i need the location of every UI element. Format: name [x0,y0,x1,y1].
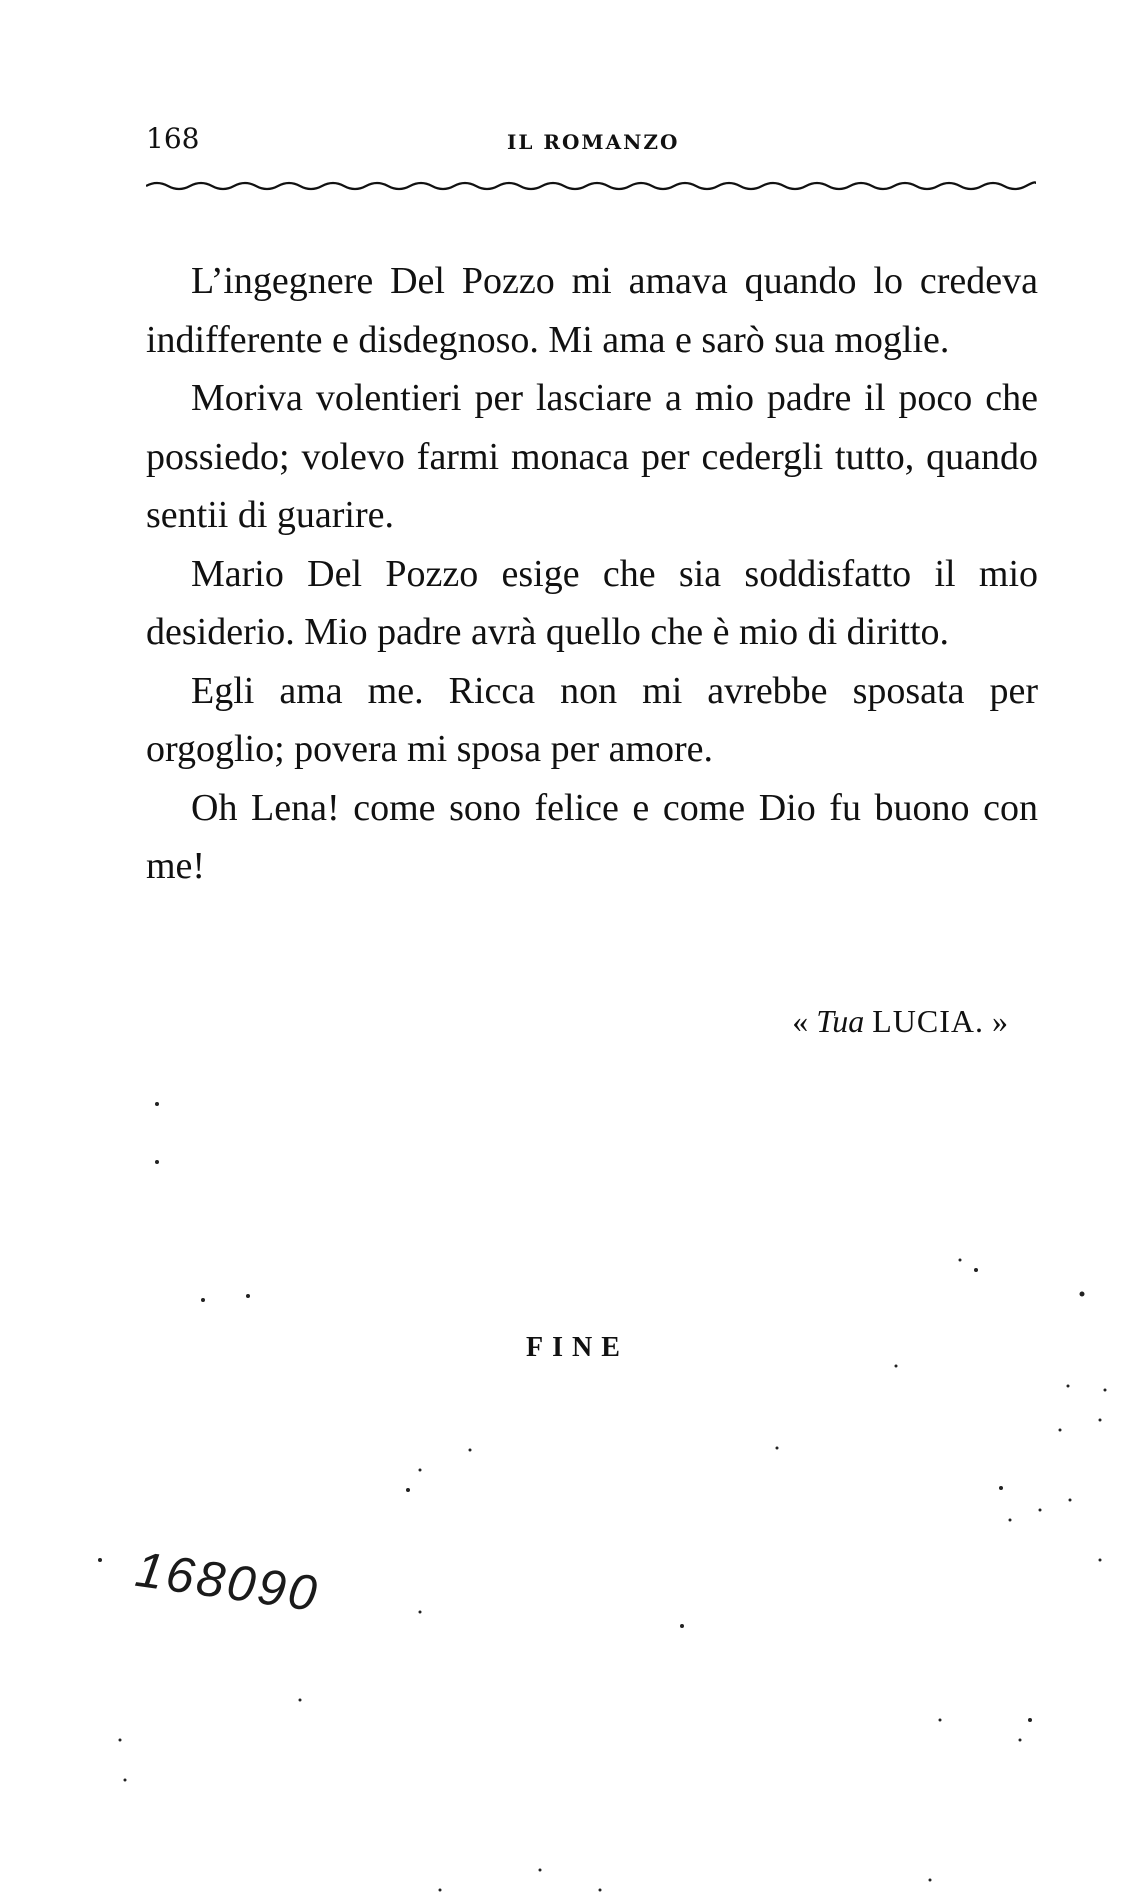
end-mark: FINE [526,1332,629,1363]
paragraph: Moriva volentieri per lasciare a mio padre il poco che possiedo; volevo farmi monaca per cedergli tutto, quando sentii di guarire. [146,377,1038,536]
paragraph: Mario Del Pozzo esige che sia soddisfatto il mio desiderio. Mio padre avrà quello che è mio di diritto. [146,552,1038,653]
signature-name: LUCIA. [872,1003,984,1039]
letter-body [146,252,1038,896]
library-stamp-number: 168090 [132,1540,323,1623]
wavy-rule [146,178,1036,194]
signature-close-quote: » [992,1003,1008,1039]
paragraph: L’ingegnere Del Pozzo mi amava quando lo credeva indifferente e disdegnoso. Mi ama e sarò sua moglie. [146,260,1038,361]
signature-italic: Tua [816,1003,865,1039]
paragraph: Oh Lena! come sono felice e come Dio fu buono con me! [146,786,1038,887]
page-number: 168 [146,122,200,155]
running-head: IL ROMANZO [507,130,680,154]
signature-open-quote: « [792,1003,809,1039]
paragraph: Egli ama me. Ricca non mi avrebbe sposata per orgoglio; povera mi sposa per amore. [146,669,1038,770]
letter-signature [792,1003,1008,1040]
